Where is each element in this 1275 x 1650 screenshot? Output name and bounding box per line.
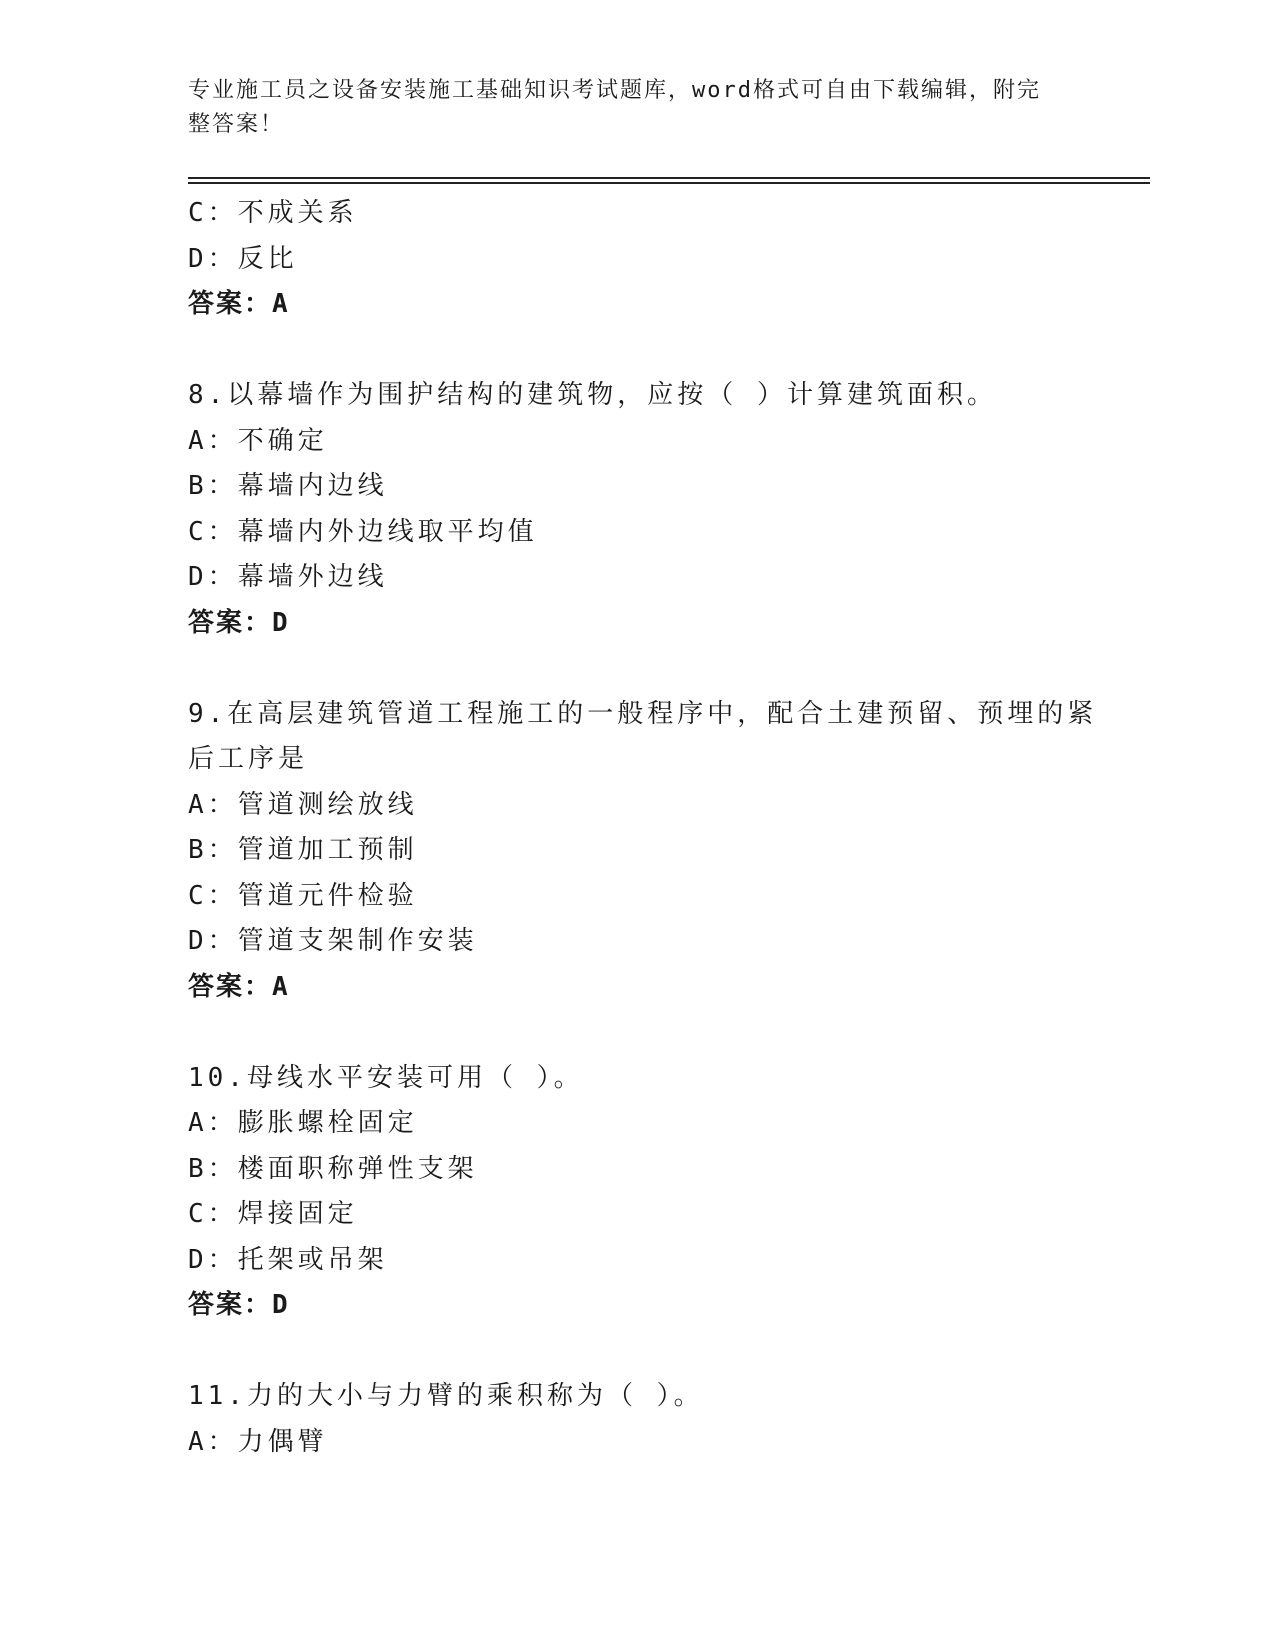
option-d: D：管道支架制作安装	[188, 926, 478, 956]
header-divider-bottom	[188, 182, 1150, 184]
option-c: C：管道元件检验	[188, 880, 418, 911]
answer-line: 答案：D	[188, 1290, 290, 1320]
question-block-continued	[188, 191, 1088, 328]
spacer	[188, 1010, 1088, 1056]
answer-line: 答案：A	[188, 289, 290, 319]
option-b: B：幕墙内边线	[188, 471, 388, 501]
option-d: D：反比	[188, 243, 298, 274]
option-d: D：托架或吊架	[188, 1244, 388, 1275]
option-d: D：幕墙外边线	[188, 562, 388, 592]
question-stem: 8.以幕墙作为围护结构的建筑物，应按（ ）计算建筑面积。	[188, 380, 997, 410]
answer-line: 答案：D	[188, 607, 290, 638]
header-divider-top	[188, 177, 1150, 179]
question-stem: 10.母线水平安装可用（ ）。	[188, 1062, 584, 1093]
option-a: A：管道测绘放线	[188, 789, 418, 820]
spacer	[188, 1329, 1088, 1375]
question-list	[188, 191, 1098, 1465]
option-a: A：膨胀螺栓固定	[188, 1108, 418, 1138]
question-stem-continued: 后工序是	[188, 744, 309, 774]
spacer	[188, 646, 1088, 692]
option-c: C：不成关系	[188, 198, 358, 228]
question-block-10	[188, 1056, 1088, 1329]
option-b: B：楼面职称弹性支架	[188, 1153, 478, 1184]
question-block-11	[188, 1374, 1088, 1465]
question-block-9	[188, 692, 1098, 1011]
option-a: A：不确定	[188, 425, 328, 456]
answer-line: 答案：A	[188, 971, 290, 1002]
document-header	[188, 74, 1068, 142]
option-c: C：焊接固定	[188, 1199, 358, 1229]
question-stem: 11.力的大小与力臂的乘积称为（ ）。	[188, 1381, 704, 1411]
spacer	[188, 328, 1088, 374]
question-stem: 9.在高层建筑管道工程施工的一般程序中，配合土建预留、预埋的紧	[188, 698, 1098, 729]
header-line-2: 整答案！	[188, 112, 285, 137]
option-b: B：管道加工预制	[188, 835, 418, 865]
option-a: A：力偶臂	[188, 1426, 328, 1457]
question-block-8	[188, 373, 1088, 646]
header-line-1: 专业施工员之设备安装施工基础知识考试题库，word格式可自由下载编辑，附完	[188, 78, 1041, 103]
option-c: C：幕墙内外边线取平均值	[188, 516, 538, 547]
